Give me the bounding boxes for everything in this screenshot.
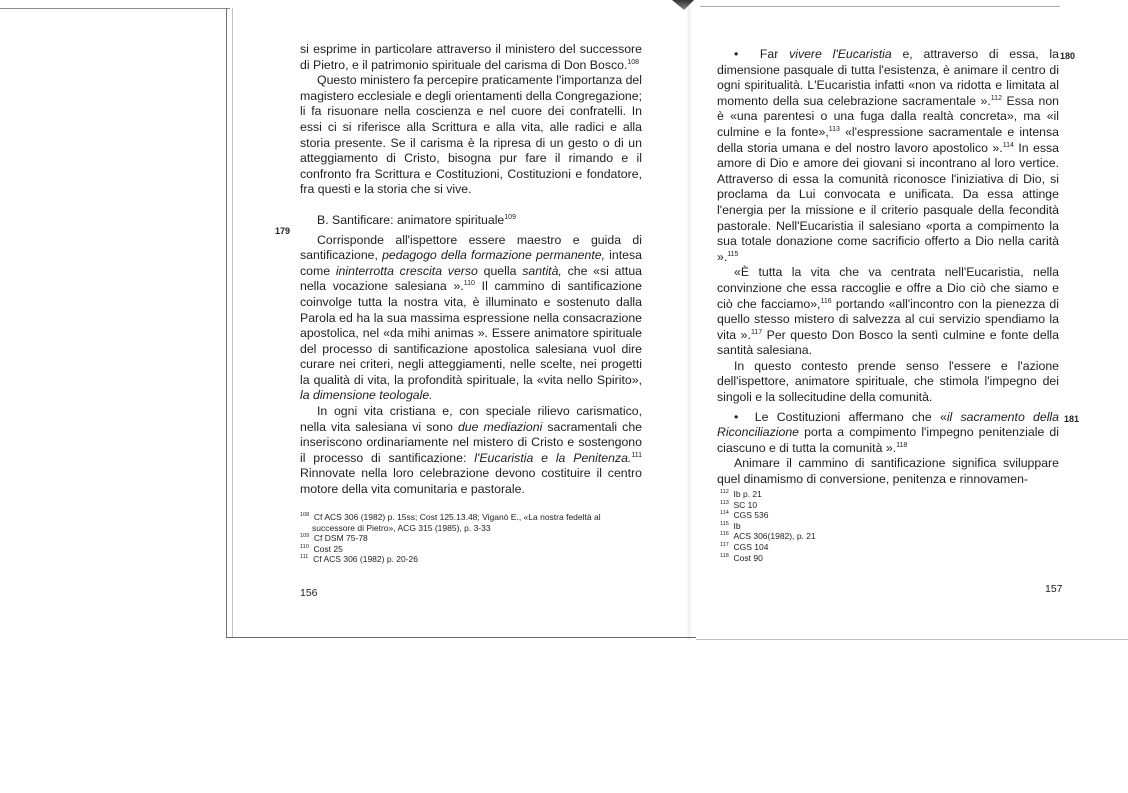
footnote: $^{114}$ CGS 536 bbox=[720, 510, 769, 521]
paragraph: si esprime in particolare attraverso il ministero del successore di Pietro, e il patrimonio spirituale del carisma di Don Bosco.$^{108}$ bbox=[300, 42, 642, 72]
footnote-ref: 116 bbox=[820, 297, 832, 305]
paragraph: • Far vivere l'Eucaristia e, attraverso di essa, la dimensione pasquale di tutta l'esistenza, è animare il centro di ogni spiritualità. L'Eucaristia infatti «non va ridotta e limitata al momento della sua celebrazione sacramentale ».$^{112}$ Essa non è «una parentesi o una fuga dalla realtà concreta», ma «il culmine e la fonte»,$^{113}$ «l'espressione sacramentale e intensa della storia umana e del nostro lavoro apostolico ».$^{114}$ In essa amore di Dio e amore dei giovani si incontrano al loro vertice. Attraverso di essa la comunità riconosce l'iniziativa di Dio, si proclama da Lui convocata e unificata. Da essa attinge l'energia per la missione e il criterio pasquale della fecondità pastorale. Nell'Eucaristia il salesiano «porta a compimento la sua totale donazione come sacrificio offerto a Dio nella carità ».$^{115}$ bbox=[717, 47, 1059, 265]
paragraph: • Le Costituzioni affermano che «il sacramento della Riconciliazione porta a compimento l'impegno penitenziale di ciascuno e di tutta la comunità ».$^{118}$ bbox=[717, 410, 1059, 457]
footnote: $^{118}$ Cost 90 bbox=[720, 552, 763, 563]
footnote-ref: 111 bbox=[631, 451, 642, 459]
footnote-ref: 115 bbox=[727, 250, 739, 258]
left-page-border-inner bbox=[232, 8, 233, 638]
footnote-ref: 110 bbox=[463, 280, 475, 288]
footnote-ref: 113 bbox=[828, 125, 840, 133]
footnote: $^{108}$ Cf ACS 306 (1982) p. 15ss; Cost 125.13.48; Viganò E., «La nostra fedeltà al successore di Pietro», ACG 315 (1985), p. 3-33 bbox=[300, 512, 601, 533]
footnote: $^{117}$ CGS 104 bbox=[720, 541, 769, 552]
page-number-right: 157 bbox=[1045, 583, 1063, 595]
footnote-ref: 112 bbox=[990, 94, 1002, 102]
footnote-ref: 117 bbox=[750, 328, 763, 336]
paragraph: Animare il cammino di santificazione significa sviluppare quel dinamismo di conversione, penitenza e rinnovamen- bbox=[717, 456, 1059, 487]
section-heading: B. Santificare: animatore spirituale$^{109}$ bbox=[317, 212, 516, 227]
footnote: $^{116}$ ACS 306(1982), p. 21 bbox=[720, 531, 816, 542]
footnote: $^{112}$ Ib p. 21 bbox=[720, 489, 762, 499]
footnote: $^{109}$ Cf DSM 75-78 bbox=[300, 533, 368, 544]
right-footnotes bbox=[720, 489, 1060, 563]
section-number-181: 181 bbox=[1064, 414, 1080, 424]
left-page-border bbox=[226, 8, 227, 638]
page-number-left: 156 bbox=[300, 587, 318, 599]
bottom-edge-line bbox=[226, 637, 696, 638]
footnote: $^{110}$ Cost 25 bbox=[300, 543, 343, 554]
paragraph: Questo ministero fa percepire praticamente l'importanza del magistero ecclesiale e degli orientamenti della Congregazione; li fa risuonare nella coscienza e nel cuore dei confratelli. In essi ci si riferisce alla Scrittura e alla vita, alle radici e alla storia presente. Se il carisma è la ripresa di un gesto o di un atteggiamento di Cristo, bisogna pur fare il rimando e il confronto fra Scrittura e Costituzioni, Costituzioni e fondatore, fra questi e la storia che si vive. bbox=[300, 73, 642, 197]
footnote-ref: 118 bbox=[896, 441, 908, 449]
bottom-edge-line-right bbox=[696, 639, 1128, 640]
top-edge-line-right bbox=[700, 6, 1060, 7]
footnote: $^{115}$ Ib bbox=[720, 520, 741, 531]
footnote-ref: 109 bbox=[504, 213, 516, 221]
section-number-179: 179 bbox=[275, 226, 291, 236]
paragraph: In ogni vita cristiana e, con speciale rilievo carismatico, nella vita salesiana vi sono due mediazioni sacramentali che inseriscono ordinariamente nel mistero di Cristo e sostengono il processo di santificazione: l'Eucaristia e la Penitenza.$^{111}$ Rinnovate nella loro celebrazione devono costituire il centro motore della vita comunitaria e pastorale. bbox=[300, 404, 642, 497]
paragraph: In questo contesto prende senso l'essere e l'azione dell'ispettore, animatore spirituale, che stimola l'impegno dei singoli e la sollecitudine della comunità. bbox=[717, 358, 1059, 405]
right-page-text bbox=[717, 47, 1059, 488]
left-footnotes bbox=[300, 512, 640, 565]
footnote-ref: 114 bbox=[1002, 141, 1014, 149]
footnote-ref: 108 bbox=[627, 58, 640, 66]
paragraph: «È tutta la vita che va centrata nell'Eucaristia, nella convinzione che essa raccoglie e offre a Dio ciò che siamo e ciò che facciamo»,$^{116}$ portando «all'incontro con la pienezza di quello stesso mistero di salvezza al cui servizio spendiamo la vita ».$^{117}$ Per questo Don Bosco la sentì culmine e fonte della santità salesiana. bbox=[717, 265, 1060, 358]
footnote: $^{111}$ Cf ACS 306 (1982) p. 20-26 bbox=[300, 554, 419, 565]
footnote: $^{113}$ SC 10 bbox=[720, 499, 758, 510]
top-edge-line bbox=[0, 8, 230, 9]
paragraph: Corrisponde all'ispettore essere maestro e guida di santificazione, pedagogo della formazione permanente, intesa come ininterrotta crescita verso quella santità, che «si attua nella vocazione salesiana ».$^{110}$ Il cammino di santificazione coinvolge tutta la nostra vita, è illuminato e sostenuto dalla Parola ed ha la sua massima espressione nella consacrazione apostolica, nel «da mihi animas ». Essere animatore spirituale del processo di santificazione apostolica salesiana vuol dire curare nei criteri, negli atteggiamenti, nelle scelte, nei progetti la qualità di vita, la profondità spirituale, la «vita nello Spirito», la dimensione teologale. bbox=[300, 232, 643, 403]
gutter-shadow bbox=[686, 0, 692, 640]
section-number-180: 180 bbox=[1060, 51, 1076, 61]
left-page-text bbox=[300, 42, 642, 498]
